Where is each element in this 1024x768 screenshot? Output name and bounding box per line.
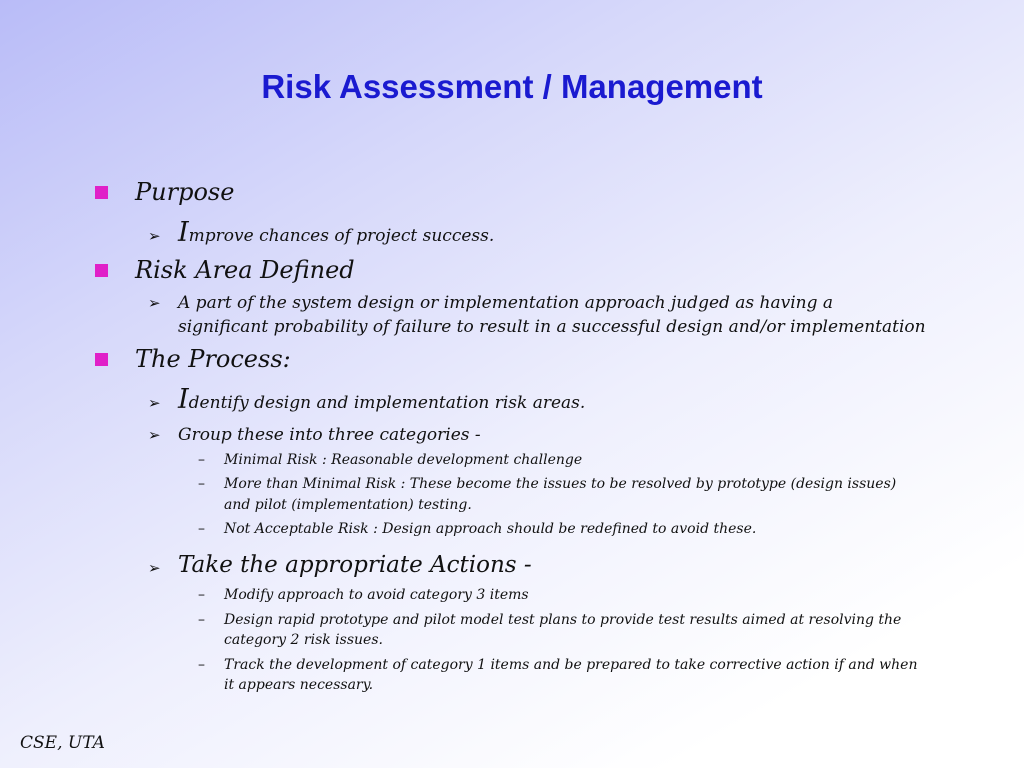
identify-rest: dentify design and implementation risk areas.	[188, 393, 586, 413]
action-line-1: Track the development of category 1 items and be prepared to take corrective action if and when	[224, 657, 918, 673]
risk-area-heading: Risk Area Defined	[135, 256, 355, 284]
action-line-2: it appears necessary.	[224, 677, 374, 693]
footer-affiliation: CSE, UTA	[20, 733, 105, 753]
action-line-1: Design rapid prototype and pilot model test plans to provide test results aimed at resolving the	[224, 612, 902, 628]
category-line-1: Not Acceptable Risk : Design approach should be redefined to avoid these.	[224, 521, 757, 537]
action-line-2: category 2 risk issues.	[224, 632, 383, 648]
dash-bullet-icon: –	[198, 476, 205, 492]
dash-bullet-icon: –	[198, 452, 205, 468]
group-text: Group these into three categories -	[178, 425, 481, 445]
identify-text	[178, 384, 586, 415]
arrow-bullet-icon: ➢	[148, 559, 161, 577]
drop-cap: I	[178, 217, 189, 248]
dash-bullet-icon: –	[198, 521, 205, 537]
dash-bullet-icon: –	[198, 587, 205, 603]
category-line-2: and pilot (implementation) testing.	[224, 497, 472, 513]
arrow-bullet-icon: ➢	[148, 426, 161, 444]
arrow-bullet-icon: ➢	[148, 394, 161, 412]
slide-title: Risk Assessment / Management	[261, 68, 763, 105]
dash-bullet-icon: –	[198, 612, 205, 628]
purpose-item-rest: mprove chances of project success.	[188, 226, 495, 246]
risk-area-line-2: significant probability of failure to result in a successful design and/or implementation	[178, 317, 926, 337]
arrow-bullet-icon: ➢	[148, 294, 161, 312]
purpose-heading: Purpose	[135, 178, 235, 206]
actions-heading: Take the appropriate Actions -	[178, 552, 532, 578]
risk-area-line-1: A part of the system design or implementation approach judged as having a	[178, 293, 834, 313]
dash-bullet-icon: –	[198, 657, 205, 673]
square-bullet-icon	[95, 186, 108, 199]
square-bullet-icon	[95, 353, 108, 366]
drop-cap: I	[178, 384, 189, 415]
category-line-1: More than Minimal Risk : These become the issues to be resolved by prototype (design issues)	[224, 476, 897, 492]
category-line-1: Minimal Risk : Reasonable development challenge	[224, 452, 583, 468]
process-heading: The Process:	[135, 345, 291, 373]
arrow-bullet-icon: ➢	[148, 227, 161, 245]
action-line-1: Modify approach to avoid category 3 items	[224, 587, 529, 603]
purpose-item-text	[178, 217, 495, 248]
square-bullet-icon	[95, 264, 108, 277]
